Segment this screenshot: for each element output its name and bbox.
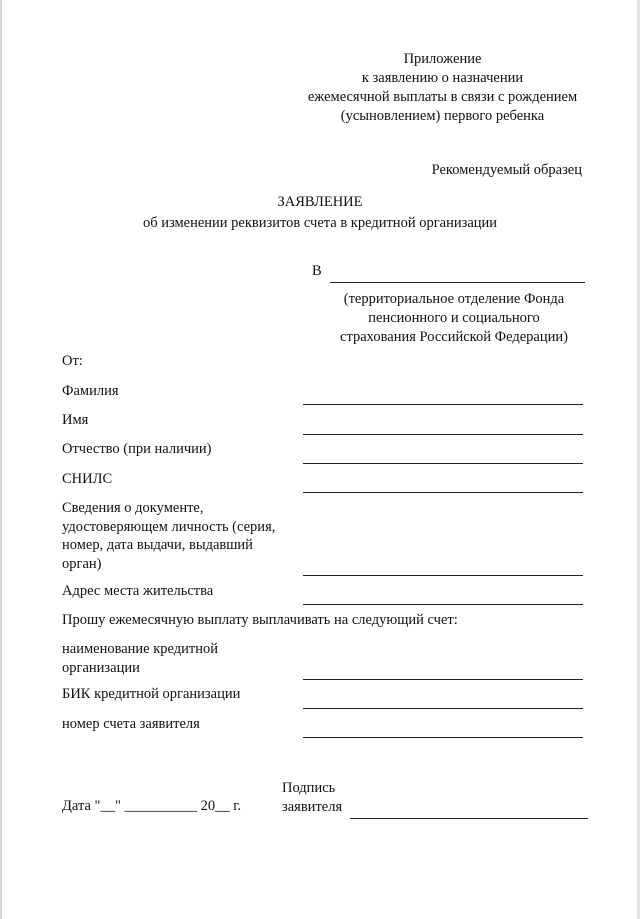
document-title: ЗАЯВЛЕНИЕ: [277, 194, 363, 210]
signature-field[interactable]: [350, 818, 588, 819]
address-label: Адрес места жительства: [62, 583, 214, 599]
snils-label: СНИЛС: [62, 471, 113, 487]
annex-line-1: Приложение: [403, 51, 482, 67]
signature-label: [282, 779, 342, 817]
addressee-note-line-3: страхования Российской Федерации): [340, 329, 568, 345]
snils-field[interactable]: [303, 492, 583, 493]
to-prefix: В: [312, 263, 322, 279]
addressee-note-line-1: (территориальное отделение Фонда: [343, 291, 565, 307]
name-field[interactable]: [303, 434, 583, 435]
identity-document-label: [62, 499, 275, 573]
bank-name-line-2: организации: [62, 659, 140, 676]
identity-document-field[interactable]: [303, 575, 583, 576]
identity-document-line-4: орган): [62, 555, 102, 572]
identity-document-line-1: Сведения о документе,: [62, 500, 204, 516]
annex-line-3: ежемесячной выплаты в связи с рождением: [307, 89, 578, 105]
addressee-field[interactable]: [330, 282, 585, 283]
patronymic-label: Отчество (при наличии): [62, 441, 212, 457]
date-field[interactable]: Дата "__" __________ 20__ г.: [62, 798, 242, 814]
bank-name-line-1: наименование кредитной: [62, 641, 219, 657]
annex-block: [300, 50, 585, 126]
bik-field[interactable]: [303, 708, 583, 709]
signature-label-line-1: Подпись: [282, 780, 336, 796]
surname-field[interactable]: [303, 404, 583, 405]
address-field[interactable]: [303, 604, 583, 605]
addressee-note-line-2: пенсионного и социального: [368, 310, 540, 326]
bank-name-label: [62, 640, 218, 677]
scan-edge-left: [0, 0, 2, 919]
request-text: Прошу ежемесячную выплату выплачивать на следующий счет:: [62, 612, 458, 628]
bik-label: БИК кредитной организации: [62, 686, 241, 702]
name-label: Имя: [62, 412, 89, 428]
recommended-sample-label: Рекомендуемый образец: [431, 162, 582, 178]
identity-document-line-2: удостоверяющем личность (серия,: [62, 518, 276, 535]
surname-label: Фамилия: [62, 383, 119, 399]
from-label: От:: [62, 353, 83, 369]
document-subtitle: об изменении реквизитов счета в кредитной организации: [142, 215, 498, 231]
signature-label-line-2: заявителя: [282, 799, 343, 815]
bank-name-field[interactable]: [303, 679, 583, 680]
identity-document-line-3: номер, дата выдачи, выдавший: [62, 537, 253, 553]
annex-line-4: (усыновлением) первого ребенка: [340, 108, 545, 124]
addressee-note: [318, 290, 590, 347]
account-number-field[interactable]: [303, 737, 583, 738]
account-number-label: номер счета заявителя: [62, 716, 200, 732]
annex-line-2: к заявлению о назначении: [361, 70, 524, 86]
patronymic-field[interactable]: [303, 463, 583, 464]
